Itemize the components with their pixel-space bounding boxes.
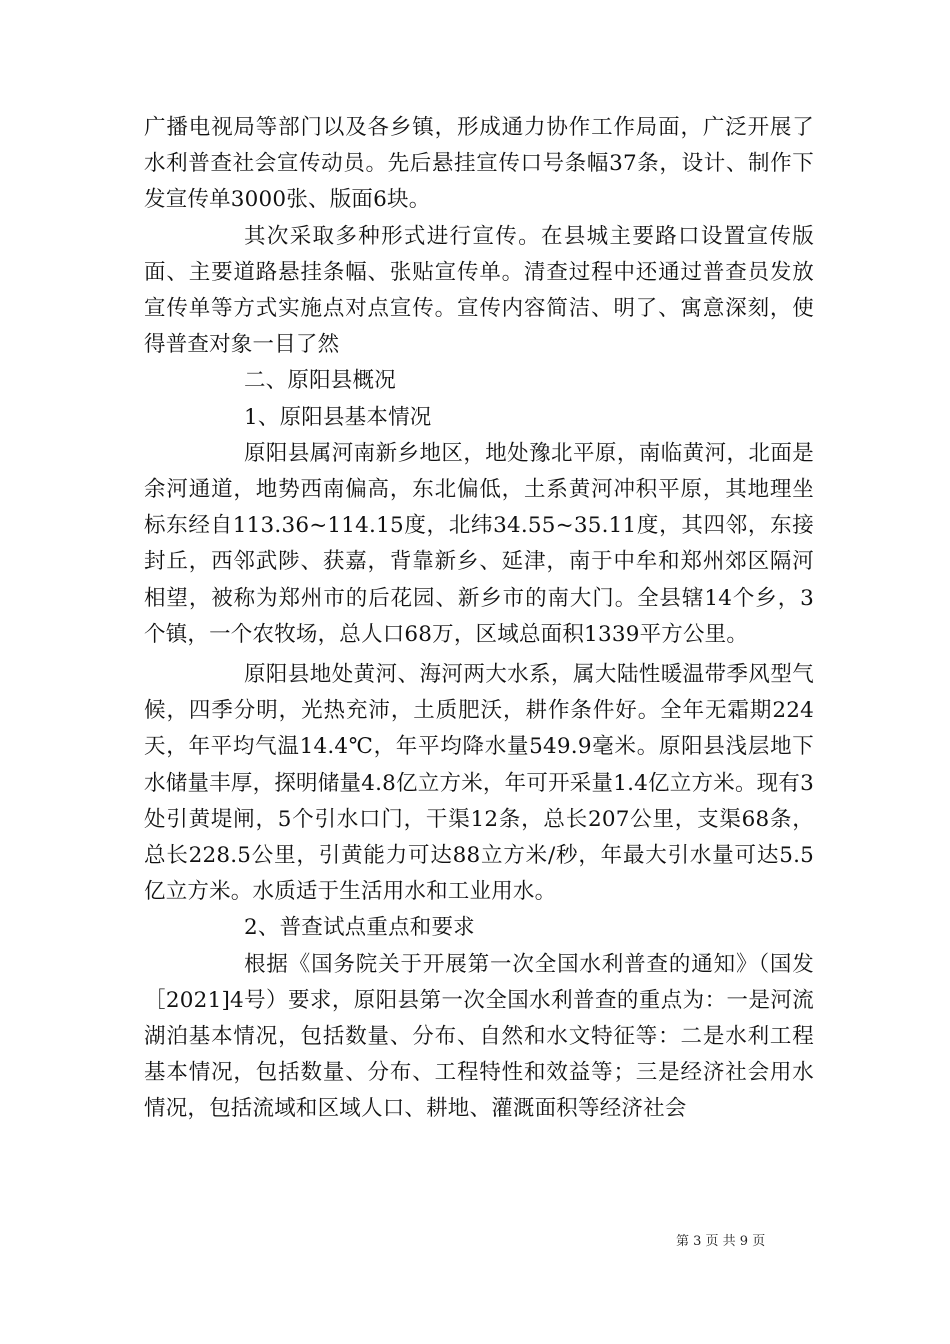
paragraph-geography: 原阳县属河南新乡地区，地处豫北平原，南临黄河，北面是余河通道，地势西南偏高，东北偏低，土系黄河冲积平原，其地理坐标东经自113.36~114.15度，北纬34.55~35.11度，其四邻，东接封丘，西邻武陟、获嘉，背靠新乡、延津，南于中牟和郑州郊区隔河相望，被称为郑州市的后花园、新乡市的南大门。全县辖14个乡，3个镇，一个农牧场，总人口68万，区域总面积1339平方公里。 bbox=[144, 440, 814, 647]
paragraph-climate-water: 原阳县地处黄河、海河两大水系，属大陆性暖温带季风型气候，四季分明，光热充沛，土质肥沃，耕作条件好。全年无霜期224天，年平均气温14.4℃，年平均降水量549.9毫米。原阳县浅层地下水储量丰厚，探明储量4.8亿立方米，年可开采量1.4亿立方米。现有3处引黄堤闸，5个引水口门，干渠12条，总长207公里，支渠68条，总长228.5公里，引黄能力可达88立方米/秒，年最大引水量可达5.5亿立方米。水质适于生活用水和工业用水。 bbox=[144, 662, 814, 905]
paragraph-publicity-summary: 广播电视局等部门以及各乡镇，形成通力协作工作局面，广泛开展了水利普查社会宣传动员。先后悬挂宣传口号条幅37条，设计、制作下发宣传单3000张、版面6块。 bbox=[144, 115, 814, 213]
paragraph-survey-requirements: 根据《国务院关于开展第一次全国水利普查的通知》（国发［2021]4号）要求，原阳县第一次全国水利普查的重点为：一是河流湖泊基本情况，包括数量、分布、自然和水文特征等：二是水利工程基本情况，包括数量、分布、工程特性和效益等；三是经济社会用水情况，包括流域和区域人口、耕地、灌溉面积等经济社会 bbox=[144, 951, 814, 1122]
page-number: 第 3 页 共 9 页 bbox=[676, 1234, 766, 1249]
body-text bbox=[144, 110, 814, 1128]
subsection-heading-basic-info: 1、原阳县基本情况 bbox=[244, 404, 432, 430]
subsection-heading-survey-focus: 2、普查试点重点和要求 bbox=[244, 915, 475, 941]
paragraph-publicity-methods: 其次采取多种形式进行宣传。在县城主要路口设置宣传版面、主要道路悬挂条幅、张贴宣传单。清查过程中还通过普查员发放宣传单等方式实施点对点宣传。宣传内容简洁、明了、寓意深刻，使得普查对象一目了然 bbox=[144, 223, 814, 358]
section-heading-overview: 二、原阳县概况 bbox=[244, 368, 396, 394]
